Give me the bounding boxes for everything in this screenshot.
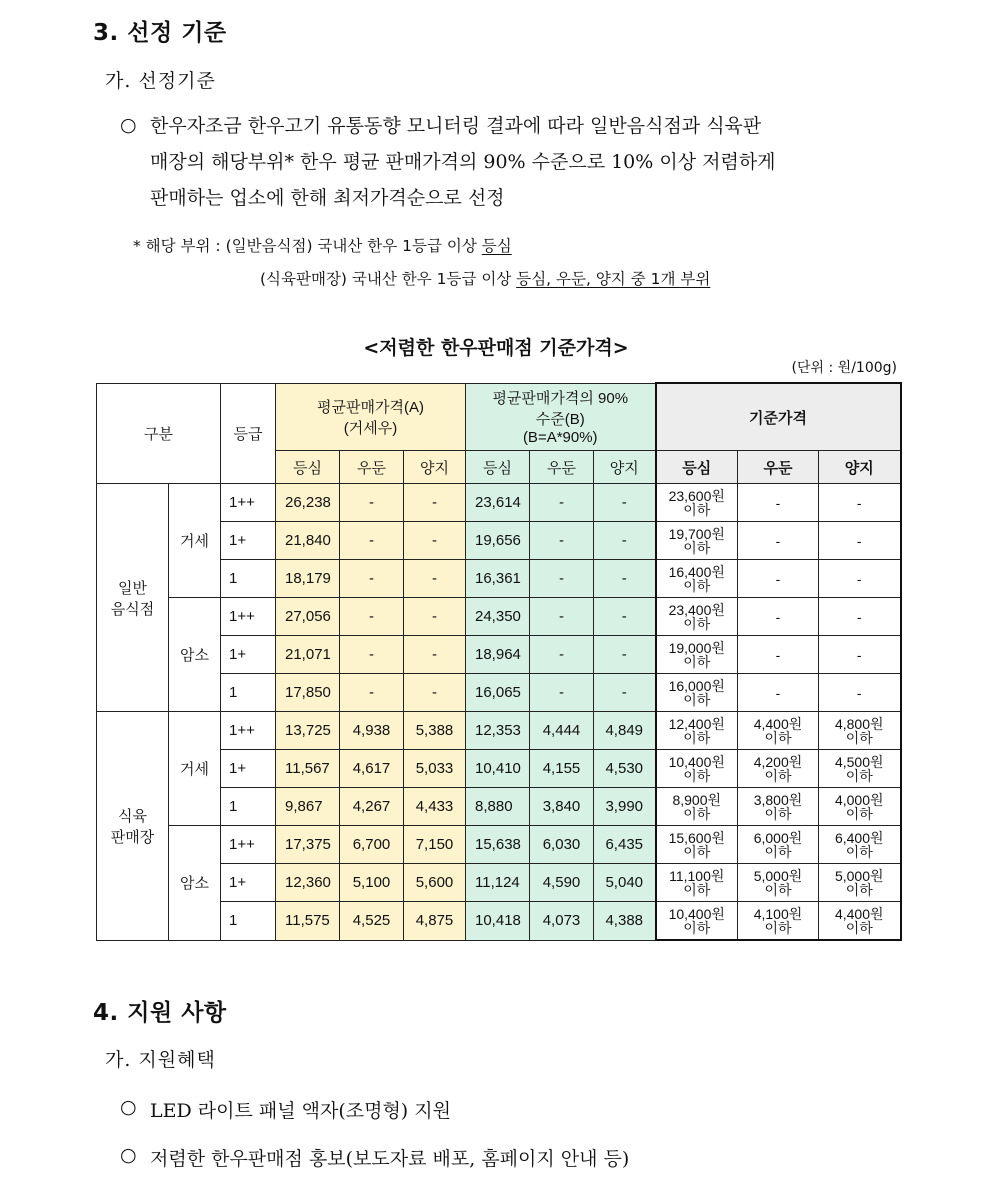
avg-price-cell: -	[404, 674, 466, 712]
std-price-cell	[819, 598, 901, 636]
pct90-price-cell: 5,040	[594, 864, 656, 902]
std-price-value: 4,800원	[834, 715, 884, 732]
footnote-2-underline: 등심, 우둔, 양지 중 1개 부위	[516, 270, 711, 288]
table-row	[97, 712, 901, 750]
std-price-value: 6,000원	[753, 829, 803, 846]
std-price-cell	[819, 864, 901, 902]
table-title: <저렴한 한우판매점 기준가격>	[363, 337, 629, 359]
avg-price-cell: 13,725	[276, 712, 340, 750]
std-price-suffix: 이하	[683, 767, 711, 784]
avg-price-cell: -	[404, 636, 466, 674]
avg-price-cell: 18,179	[276, 560, 340, 598]
avg-price-cell: 27,056	[276, 598, 340, 636]
avg-price-cell: 11,575	[276, 902, 340, 941]
std-price-value: 16,400원	[668, 563, 725, 580]
section4-subheading: 가. 지원혜택	[105, 1049, 216, 1071]
pct90-price-cell: -	[594, 598, 656, 636]
std-price-value: 4,400원	[834, 905, 884, 922]
avg-price-cell: -	[340, 636, 404, 674]
std-price-suffix: 이하	[683, 539, 711, 556]
std-price-suffix: 이하	[683, 805, 711, 822]
std-price-suffix: 이하	[683, 691, 711, 708]
std-price-suffix: 이하	[683, 577, 711, 594]
std-price-cell	[819, 750, 901, 788]
std-price-suffix: 이하	[845, 805, 873, 822]
pct90-price-cell: -	[530, 484, 594, 522]
pct90-price-cell: 4,590	[530, 864, 594, 902]
subgroup-label: 암소	[169, 826, 221, 941]
std-price-value: -	[856, 646, 862, 663]
std-price-cell	[738, 522, 819, 560]
header-cut-b-0: 등심	[466, 451, 530, 484]
header-cut-a-2: 양지	[404, 451, 466, 484]
std-price-cell	[738, 598, 819, 636]
avg-price-cell: -	[340, 598, 404, 636]
std-price-cell	[819, 560, 901, 598]
avg-price-cell: 4,617	[340, 750, 404, 788]
support-item-2: 저렴한 한우판매점 홍보(보도자료 배포, 홈페이지 안내 등)	[150, 1148, 630, 1170]
std-price-suffix: 이하	[845, 729, 873, 746]
pct90-price-cell: 3,990	[594, 788, 656, 826]
pct90-price-cell: 6,435	[594, 826, 656, 864]
std-price-cell	[738, 864, 819, 902]
std-price-suffix: 이하	[683, 919, 711, 936]
std-price-value: 4,200원	[753, 753, 803, 770]
avg-price-cell: 5,600	[404, 864, 466, 902]
pct90-price-cell: -	[530, 674, 594, 712]
pct90-price-cell: 4,073	[530, 902, 594, 941]
avg-price-cell: -	[340, 674, 404, 712]
paragraph-line: 판매하는 업소에 한해 최저가격순으로 선정	[150, 187, 505, 209]
footnote-line-2	[260, 267, 710, 289]
avg-price-cell: -	[340, 522, 404, 560]
std-price-suffix: 이하	[764, 767, 792, 784]
pct90-price-cell: 12,353	[466, 712, 530, 750]
pct90-price-cell: 4,530	[594, 750, 656, 788]
std-price-suffix: 이하	[764, 881, 792, 898]
std-price-cell	[738, 674, 819, 712]
avg-price-cell: -	[340, 560, 404, 598]
std-price-value: 6,400원	[834, 829, 884, 846]
std-price-value: 8,900원	[672, 791, 722, 808]
std-price-cell	[656, 674, 738, 712]
pct90-price-cell: 15,638	[466, 826, 530, 864]
avg-price-cell: 26,238	[276, 484, 340, 522]
std-price-value: 4,100원	[753, 905, 803, 922]
std-price-value: 11,100원	[669, 867, 725, 884]
bullet-circle: ○	[120, 114, 137, 136]
footnote-1-text: * 해당 부위 : (일반음식점) 국내산 한우 1등급 이상	[133, 237, 482, 255]
std-price-cell	[656, 788, 738, 826]
pct90-price-cell: -	[530, 598, 594, 636]
std-price-cell	[819, 902, 901, 941]
std-price-value: 15,600원	[668, 829, 725, 846]
std-price-suffix: 이하	[845, 767, 873, 784]
grade-cell: 1	[221, 674, 276, 712]
std-price-value: -	[856, 494, 862, 511]
avg-price-cell: 4,267	[340, 788, 404, 826]
std-price-cell	[656, 826, 738, 864]
std-price-cell	[656, 864, 738, 902]
std-price-suffix: 이하	[764, 919, 792, 936]
subgroup-label: 암소	[169, 598, 221, 712]
avg-price-cell: 5,033	[404, 750, 466, 788]
header-cut-std-1: 우둔	[738, 451, 819, 484]
avg-price-cell: 4,433	[404, 788, 466, 826]
std-price-suffix: 이하	[683, 729, 711, 746]
pct90-price-cell: -	[594, 674, 656, 712]
avg-price-cell: 7,150	[404, 826, 466, 864]
std-price-cell	[656, 484, 738, 522]
std-price-suffix: 이하	[764, 843, 792, 860]
avg-price-cell: 21,071	[276, 636, 340, 674]
pct90-price-cell: 23,614	[466, 484, 530, 522]
section4-heading: 4. 지원 사항	[93, 1000, 227, 1026]
header-avg-line1: 평균판매가격(A)	[317, 398, 424, 416]
std-price-value: -	[856, 608, 862, 625]
table-row	[97, 484, 901, 522]
std-price-value: 19,000원	[668, 639, 725, 656]
header-grade: 등급	[221, 383, 276, 484]
avg-price-cell: -	[404, 598, 466, 636]
pct90-price-cell: 4,444	[530, 712, 594, 750]
avg-price-cell: 4,525	[340, 902, 404, 941]
price-table	[96, 382, 902, 941]
table-unit: (단위 : 원/100g)	[791, 360, 897, 376]
std-price-suffix: 이하	[845, 881, 873, 898]
std-price-suffix: 이하	[683, 615, 711, 632]
std-price-suffix: 이하	[683, 653, 711, 670]
std-price-cell	[656, 712, 738, 750]
pct90-price-cell: -	[530, 522, 594, 560]
pct90-price-cell: -	[594, 560, 656, 598]
group-label-line2: 판매장	[110, 828, 155, 846]
support-item-1: LED 라이트 패널 액자(조명형) 지원	[150, 1100, 451, 1122]
header-cut-a-1: 우둔	[340, 451, 404, 484]
std-price-value: 12,400원	[668, 715, 725, 732]
table-row	[97, 598, 901, 636]
grade-cell: 1	[221, 560, 276, 598]
pct90-price-cell: 16,065	[466, 674, 530, 712]
std-price-cell	[738, 826, 819, 864]
grade-cell: 1++	[221, 598, 276, 636]
std-price-cell	[738, 788, 819, 826]
table-row	[97, 826, 901, 864]
pct90-price-cell: -	[530, 560, 594, 598]
selection-criteria-paragraph	[150, 108, 900, 216]
std-price-value: 10,400원	[668, 905, 725, 922]
std-price-suffix: 이하	[764, 729, 792, 746]
std-price-cell	[819, 674, 901, 712]
header-std-price: 기준가격	[656, 383, 901, 451]
std-price-value: 4,000원	[834, 791, 884, 808]
std-price-suffix: 이하	[683, 843, 711, 860]
avg-price-cell: 17,850	[276, 674, 340, 712]
header-90pct-line1: 평균판매가격의 90%	[492, 390, 629, 408]
std-price-value: -	[775, 570, 781, 587]
pct90-price-cell: 16,361	[466, 560, 530, 598]
paragraph-line: 매장의 해당부위* 한우 평균 판매가격의 90% 수준으로 10% 이상 저렴하게	[150, 151, 776, 173]
footnote-1-underline: 등심	[481, 237, 512, 255]
avg-price-cell: 5,100	[340, 864, 404, 902]
group-label-line1: 식육	[118, 807, 147, 825]
std-price-suffix: 이하	[764, 805, 792, 822]
std-price-cell	[819, 484, 901, 522]
std-price-value: -	[775, 684, 781, 701]
std-price-value: -	[856, 570, 862, 587]
pct90-price-cell: -	[594, 522, 656, 560]
pct90-price-cell: 11,124	[466, 864, 530, 902]
std-price-suffix: 이하	[683, 881, 711, 898]
grade-cell: 1	[221, 788, 276, 826]
avg-price-cell: 5,388	[404, 712, 466, 750]
std-price-value: -	[856, 684, 862, 701]
avg-price-cell: 4,938	[340, 712, 404, 750]
std-price-cell	[656, 522, 738, 560]
std-price-value: 16,000원	[668, 677, 725, 694]
pct90-price-cell: 4,155	[530, 750, 594, 788]
section3-heading: 3. 선정 기준	[93, 20, 227, 46]
std-price-value: 23,400원	[668, 601, 725, 618]
subgroup-label: 거세	[169, 484, 221, 598]
std-price-value: 19,700원	[668, 525, 725, 542]
std-price-cell	[656, 560, 738, 598]
grade-cell: 1+	[221, 522, 276, 560]
avg-price-cell: 11,567	[276, 750, 340, 788]
avg-price-cell: 4,875	[404, 902, 466, 941]
std-price-cell	[738, 636, 819, 674]
std-price-cell	[819, 636, 901, 674]
group-label	[97, 712, 169, 941]
std-price-cell	[738, 712, 819, 750]
std-price-cell	[656, 750, 738, 788]
header-avg-price	[276, 383, 466, 451]
grade-cell: 1+	[221, 864, 276, 902]
bullet-circle: ○	[120, 1144, 137, 1166]
pct90-price-cell: 3,840	[530, 788, 594, 826]
std-price-cell	[819, 522, 901, 560]
std-price-value: -	[775, 646, 781, 663]
std-price-suffix: 이하	[845, 843, 873, 860]
avg-price-cell: 6,700	[340, 826, 404, 864]
std-price-value: -	[775, 494, 781, 511]
avg-price-cell: 9,867	[276, 788, 340, 826]
pct90-price-cell: 19,656	[466, 522, 530, 560]
header-category: 구분	[97, 383, 221, 484]
pct90-price-cell: 18,964	[466, 636, 530, 674]
std-price-cell	[738, 560, 819, 598]
header-avg-line2: (거세우)	[343, 419, 398, 437]
std-price-value: 4,500원	[834, 753, 884, 770]
std-price-cell	[738, 484, 819, 522]
std-price-value: -	[775, 532, 781, 549]
header-cut-std-2: 양지	[819, 451, 901, 484]
header-cut-b-2: 양지	[594, 451, 656, 484]
group-label-line2: 음식점	[110, 600, 155, 618]
header-90pct-line3: (B=A*90%)	[522, 429, 598, 447]
header-cut-a-0: 등심	[276, 451, 340, 484]
avg-price-cell: 12,360	[276, 864, 340, 902]
std-price-value: 3,800원	[753, 791, 803, 808]
pct90-price-cell: -	[530, 636, 594, 674]
header-90pct	[466, 383, 656, 451]
footnote-line-1	[133, 234, 512, 256]
avg-price-cell: -	[404, 560, 466, 598]
header-cut-b-1: 우둔	[530, 451, 594, 484]
pct90-price-cell: 4,849	[594, 712, 656, 750]
std-price-cell	[819, 788, 901, 826]
grade-cell: 1+	[221, 636, 276, 674]
std-price-cell	[656, 902, 738, 941]
std-price-value: 4,400원	[753, 715, 803, 732]
section3-subheading: 가. 선정기준	[105, 70, 216, 92]
group-label	[97, 484, 169, 712]
paragraph-line: 한우자조금 한우고기 유통동향 모니터링 결과에 따라 일반음식점과 식육판	[150, 115, 762, 137]
std-price-suffix: 이하	[845, 919, 873, 936]
bullet-circle: ○	[120, 1096, 137, 1118]
subgroup-label: 거세	[169, 712, 221, 826]
std-price-cell	[656, 598, 738, 636]
pct90-price-cell: 4,388	[594, 902, 656, 941]
std-price-value: -	[775, 608, 781, 625]
std-price-value: 5,000원	[834, 867, 884, 884]
avg-price-cell: -	[340, 484, 404, 522]
std-price-cell	[738, 902, 819, 941]
grade-cell: 1++	[221, 712, 276, 750]
std-price-value: 23,600원	[668, 487, 725, 504]
std-price-value: 10,400원	[668, 753, 725, 770]
avg-price-cell: -	[404, 484, 466, 522]
header-90pct-line2: 수준(B)	[535, 411, 585, 429]
std-price-value: -	[856, 532, 862, 549]
std-price-value: 5,000원	[753, 867, 803, 884]
grade-cell: 1++	[221, 826, 276, 864]
avg-price-cell: 17,375	[276, 826, 340, 864]
avg-price-cell: 21,840	[276, 522, 340, 560]
pct90-price-cell: 8,880	[466, 788, 530, 826]
pct90-price-cell: -	[594, 636, 656, 674]
std-price-cell	[819, 712, 901, 750]
std-price-cell	[819, 826, 901, 864]
grade-cell: 1	[221, 902, 276, 941]
pct90-price-cell: 6,030	[530, 826, 594, 864]
grade-cell: 1++	[221, 484, 276, 522]
std-price-cell	[738, 750, 819, 788]
avg-price-cell: -	[404, 522, 466, 560]
pct90-price-cell: 10,410	[466, 750, 530, 788]
grade-cell: 1+	[221, 750, 276, 788]
pct90-price-cell: 10,418	[466, 902, 530, 941]
pct90-price-cell: -	[594, 484, 656, 522]
header-cut-std-0: 등심	[656, 451, 738, 484]
std-price-suffix: 이하	[683, 501, 711, 518]
footnote-2-text: (식육판매장) 국내산 한우 1등급 이상	[260, 270, 517, 288]
pct90-price-cell: 24,350	[466, 598, 530, 636]
group-label-line1: 일반	[118, 579, 147, 597]
std-price-cell	[656, 636, 738, 674]
